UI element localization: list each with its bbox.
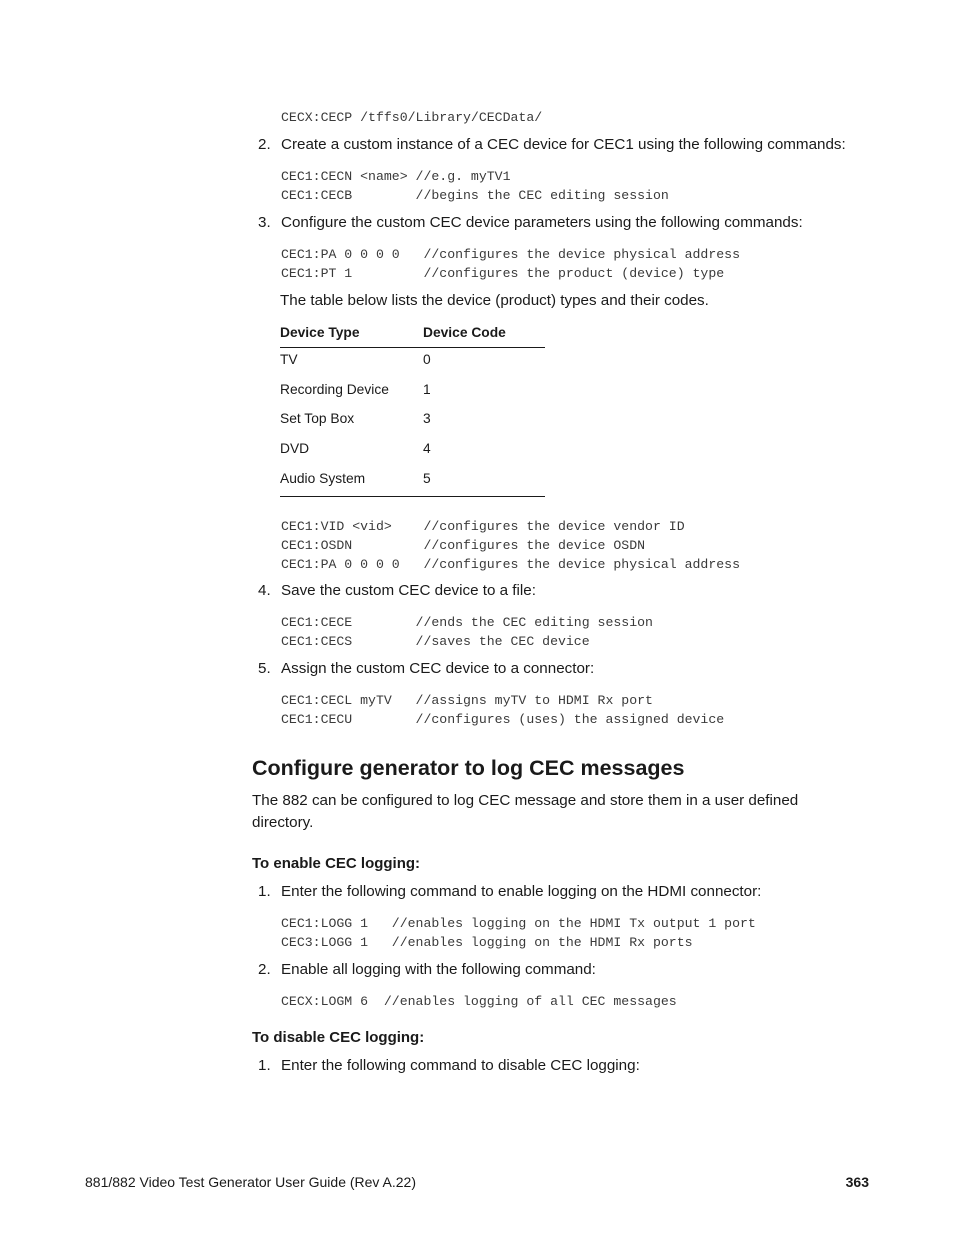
code-line: CEC1:PA 0 0 0 0 //configures the device physical address [281,557,740,572]
table-header-device-code: Device Code [423,325,506,340]
code-line: CEC1:CECL myTV //assigns myTV to HDMI Rx port [281,693,653,708]
step-number: 2. [258,136,271,153]
step-text: Enable all logging with the following command: [281,961,596,978]
table-intro: The table below lists the device (product) types and their codes. [280,292,709,309]
step-number: 2. [258,961,271,978]
table-cell-type: Set Top Box [280,411,355,426]
section-heading: Configure generator to log CEC messages [252,756,685,780]
code-block [281,517,740,574]
code-block [281,691,724,729]
step-text: Configure the custom CEC device parameters using the following commands: [281,214,803,231]
disable-logging-heading: To disable CEC logging: [252,1029,425,1046]
code-line: CEC1:CECN <name> //e.g. myTV1 [281,169,511,184]
step-text: Assign the custom CEC device to a connector: [281,660,595,677]
code-line: CEC1:LOGG 1 //enables logging on the HDMI Tx output 1 port [281,916,756,931]
table-cell-code: 5 [423,471,431,486]
code-block [281,167,669,205]
code-block [281,245,740,283]
footer-title: 881/882 Video Test Generator User Guide (Rev A.22) [85,1174,417,1190]
code-block [281,613,653,651]
section-intro [252,790,798,834]
code-line: CEC1:PT 1 //configures the product (device) type [281,266,725,281]
code-line: CECX:CECP /tffs0/Library/CECData/ [281,110,543,125]
table-header-rule [280,347,545,348]
code-line: CEC1:CECS //saves the CEC device [281,634,590,649]
step-number: 1. [258,883,271,900]
code-line: CEC1:PA 0 0 0 0 //configures the device physical address [281,247,740,262]
code-line: CEC1:CECB //begins the CEC editing session [281,188,669,203]
section-intro-line: The 882 can be configured to log CEC message and store them in a user defined [252,792,799,809]
step-number: 3. [258,214,271,231]
step-number: 5. [258,660,271,677]
table-bottom-rule [280,496,545,497]
enable-logging-heading: To enable CEC logging: [252,855,421,872]
table-cell-code: 4 [423,441,431,456]
page-number: 363 [845,1174,869,1190]
code-line: CEC3:LOGG 1 //enables logging on the HDMI Rx ports [281,935,693,950]
table-cell-type: Recording Device [280,382,389,397]
code-block [281,914,756,952]
code-line: CEC1:VID <vid> //configures the device vendor ID [281,519,685,534]
table-cell-code: 1 [423,382,431,397]
step-text: Enter the following command to disable CEC logging: [281,1057,640,1074]
code-line: CEC1:CECU //configures (uses) the assigned device [281,712,725,727]
code-line: CEC1:CECE //ends the CEC editing session [281,615,653,630]
section-intro-line: directory. [252,814,314,831]
step-text: Save the custom CEC device to a file: [281,582,536,599]
code-line: CEC1:OSDN //configures the device OSDN [281,538,646,553]
table-cell-code: 3 [423,411,431,426]
code-block [281,992,677,1011]
table-cell-type: DVD [280,441,310,456]
table-cell-code: 0 [423,352,431,367]
code-line: CECX:LOGM 6 //enables logging of all CEC messages [281,994,677,1009]
step-text: Create a custom instance of a CEC device for CEC1 using the following commands: [281,136,846,153]
step-number: 1. [258,1057,271,1074]
step-text: Enter the following command to enable logging on the HDMI connector: [281,883,762,900]
table-header-device-type: Device Type [280,325,360,340]
table-cell-type: Audio System [280,471,366,486]
table-cell-type: TV [280,352,298,367]
code-block [281,108,542,127]
step-number: 4. [258,582,271,599]
